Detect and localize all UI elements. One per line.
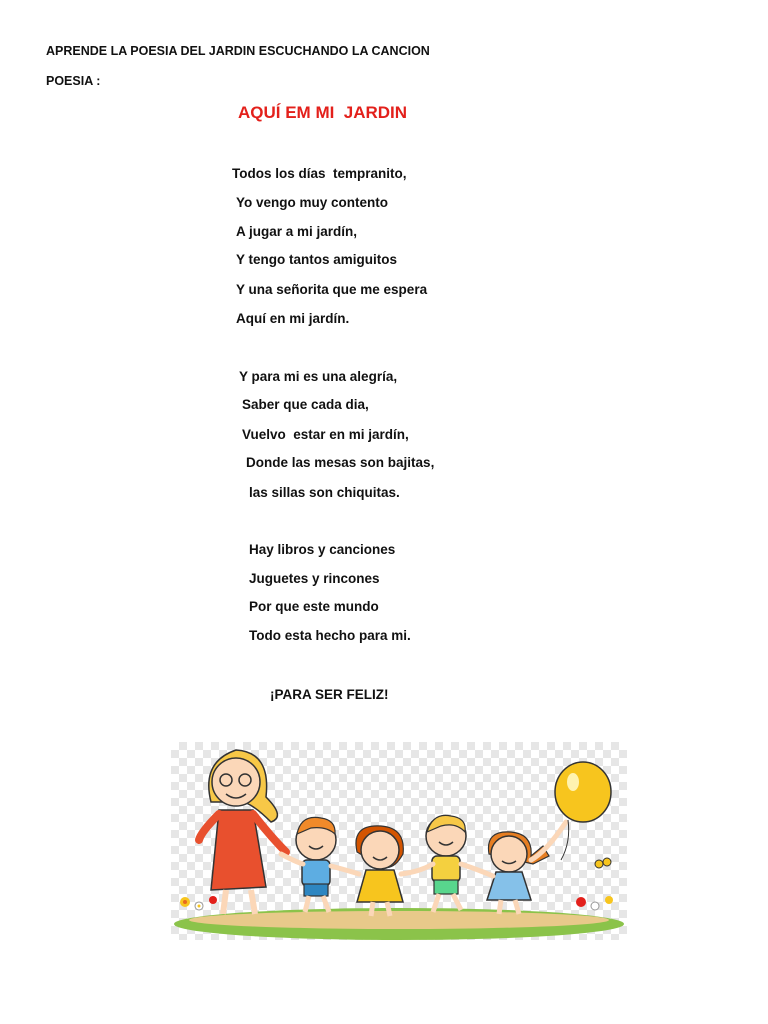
- butterfly-icon: [595, 858, 611, 868]
- flowers-right: [576, 896, 613, 910]
- balloon-icon: [555, 762, 611, 860]
- poem-line: Juguetes y rincones: [249, 571, 380, 586]
- teacher-and-children-illustration: [171, 742, 627, 940]
- poem-line: Por que este mundo: [249, 599, 379, 614]
- poem-line: Hay libros y canciones: [249, 542, 396, 557]
- poem-line: Vuelvo estar en mi jardín,: [242, 427, 409, 442]
- poem-line: Todos los días tempranito,: [232, 166, 407, 181]
- flowers-left: [180, 896, 217, 910]
- illustration-svg: [171, 742, 627, 940]
- child-figure-2: [356, 826, 403, 916]
- poem-line: Yo vengo muy contento: [236, 195, 389, 210]
- poem-line: Y para mi es una alegría,: [239, 369, 398, 384]
- poem-line: las sillas son chiquitas.: [249, 485, 400, 500]
- poem-line: A jugar a mi jardín,: [236, 224, 358, 239]
- poem-line: Aquí en mi jardín.: [236, 311, 350, 326]
- poem-line: Donde las mesas son bajitas,: [246, 455, 435, 470]
- poem-title: AQUÍ EM MI JARDIN: [238, 103, 408, 122]
- poem-line: Todo esta hecho para mi.: [249, 628, 411, 643]
- poem-line: Saber que cada dia,: [242, 397, 369, 412]
- child-figure-4: [487, 822, 566, 914]
- teacher-figure: [199, 750, 286, 914]
- poesia-label: POESIA :: [46, 74, 101, 88]
- poem-line: Y tengo tantos amiguitos: [236, 252, 398, 267]
- instruction-line: APRENDE LA POESIA DEL JARDIN ESCUCHANDO LA CANCION: [46, 44, 430, 58]
- poem-line: Y una señorita que me espera: [236, 282, 428, 297]
- poem-closing: ¡PARA SER FELIZ!: [270, 687, 389, 702]
